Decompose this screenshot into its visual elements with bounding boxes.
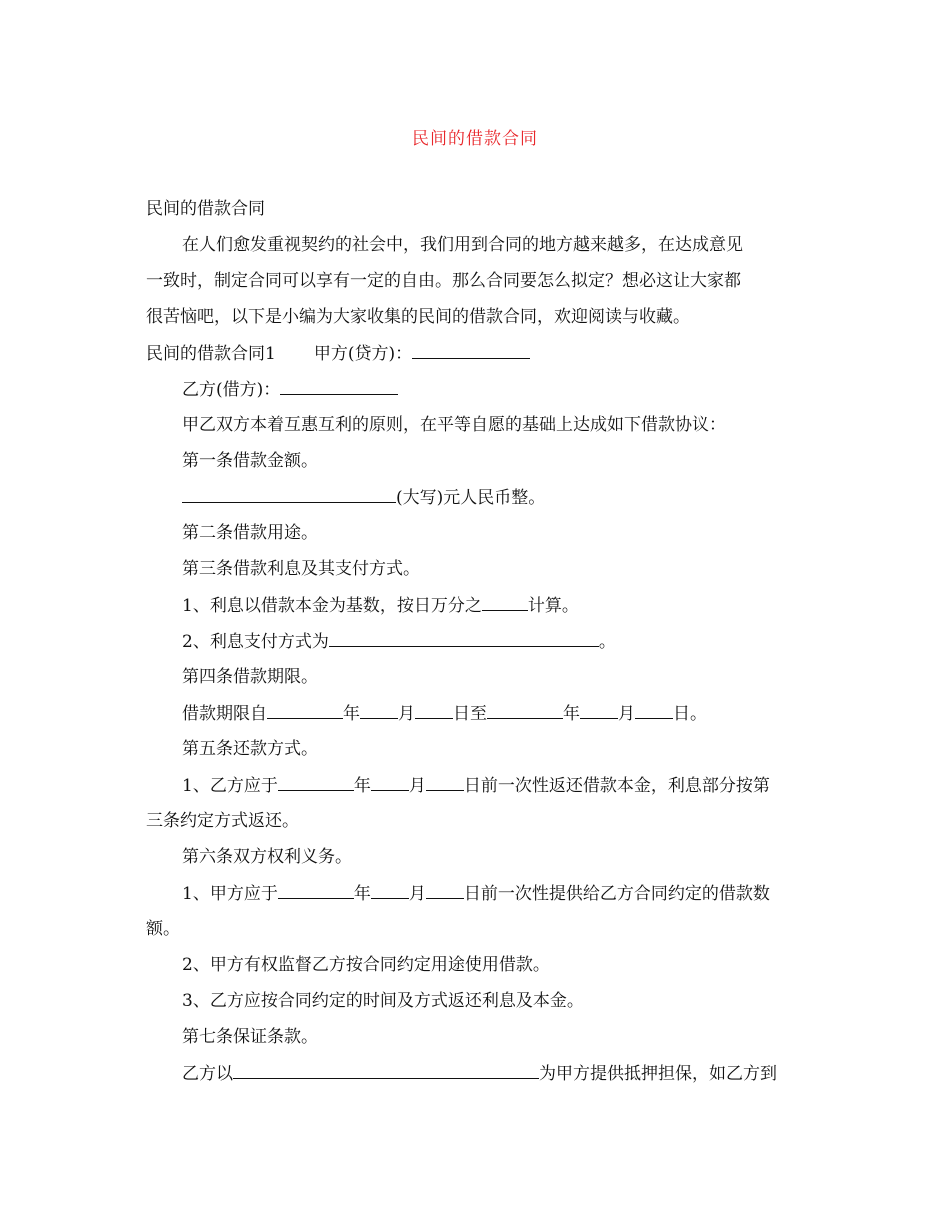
article-6-item-1-cont: 额。: [146, 919, 180, 939]
amount-blank: [182, 486, 396, 503]
party-a-blank: [412, 342, 530, 359]
party-b-label: 乙方(借方)：: [182, 380, 281, 400]
month-label: 月: [408, 884, 426, 904]
provide-day-blank: [426, 882, 464, 899]
day-to-label: 日至: [453, 704, 487, 724]
amount-suffix: (大写)元人民币整。: [396, 488, 546, 508]
term-line: [182, 702, 707, 725]
repay-day-blank: [426, 774, 464, 791]
article-2: 第二条借款用途。: [182, 523, 318, 543]
start-day-blank: [415, 702, 453, 719]
repay-month-blank: [371, 774, 409, 791]
repay-year-blank: [278, 774, 354, 791]
intro-line-3: 很苦恼吧，以下是小编为大家收集的民间的借款合同，欢迎阅读与收藏。: [146, 307, 690, 327]
agreement-line: 甲乙双方本着互惠互利的原则，在平等自愿的基础上达成如下借款协议：: [182, 415, 726, 435]
article-6-item-2: 2、甲方有权监督乙方按合同约定用途使用借款。: [182, 955, 550, 975]
payment-method-text: 2、利息支付方式为: [182, 632, 329, 652]
document-title: 民间的借款合同: [412, 129, 538, 149]
interest-rate-blank: [482, 594, 528, 611]
article-6-item-1: [182, 882, 770, 905]
article-6-item-3: 3、乙方应按合同约定的时间及方式返还利息及本金。: [182, 991, 584, 1011]
provide-year-blank: [278, 882, 354, 899]
year-label: 年: [353, 884, 371, 904]
interest-rate-suffix: 计算。: [527, 596, 579, 616]
article-7: 第七条保证条款。: [182, 1027, 318, 1047]
provide-text: 1、甲方应于: [182, 884, 278, 904]
provide-text-tail: 日前一次性提供给乙方合同约定的借款数: [463, 884, 770, 904]
intro-line-1: 在人们愈发重视契约的社会中，我们用到合同的地方越来越多，在达成意见: [182, 235, 743, 255]
party-b-blank: [280, 378, 398, 395]
start-year-blank: [267, 702, 343, 719]
article-3-item-2: [182, 630, 616, 653]
month-label: 月: [398, 704, 415, 724]
article-5-item-1-cont: 三条约定方式返还。: [146, 811, 299, 831]
interest-rate-text: 1、利息以借款本金为基数，按日万分之: [182, 596, 482, 616]
payment-method-suffix: 。: [598, 632, 616, 652]
month-label: 月: [618, 704, 635, 724]
article-5-item-1: [182, 774, 770, 797]
amount-line: [182, 486, 545, 509]
article-3-item-1: [182, 594, 579, 617]
intro-line-2: 一致时，制定合同可以享有一定的自由。那么合同要怎么拟定？想必这让大家都: [146, 271, 741, 291]
collateral-text-tail: 为甲方提供抵押担保，如乙方到: [539, 1064, 777, 1084]
article-3: 第三条借款利息及其支付方式。: [182, 559, 420, 579]
year-label: 年: [353, 776, 371, 796]
collateral-text: 乙方以: [182, 1064, 233, 1084]
start-month-blank: [360, 702, 398, 719]
end-month-blank: [580, 702, 618, 719]
section-heading: 民间的借款合同: [146, 199, 265, 219]
contract-heading: 民间的借款合同1: [146, 344, 276, 364]
month-label: 月: [408, 776, 426, 796]
term-label: 借款期限自: [182, 704, 267, 724]
contract-heading-line: [146, 342, 530, 365]
year-label: 年: [343, 704, 360, 724]
end-year-blank: [487, 702, 563, 719]
provide-month-blank: [371, 882, 409, 899]
article-5: 第五条还款方式。: [182, 739, 318, 759]
collateral-blank: [233, 1062, 539, 1079]
end-day-blank: [635, 702, 673, 719]
repay-text: 1、乙方应于: [182, 776, 278, 796]
party-b-line: [182, 378, 398, 401]
party-a-label: 甲方(贷方)：: [313, 344, 413, 364]
article-1: 第一条借款金额。: [182, 451, 318, 471]
article-7-item: [182, 1062, 777, 1085]
repay-text-tail: 日前一次性返还借款本金，利息部分按第: [463, 776, 770, 796]
day-end-label: 日。: [673, 704, 707, 724]
article-6: 第六条双方权利义务。: [182, 847, 352, 867]
payment-method-blank: [329, 630, 599, 647]
year-label: 年: [563, 704, 580, 724]
article-4: 第四条借款期限。: [182, 667, 318, 687]
